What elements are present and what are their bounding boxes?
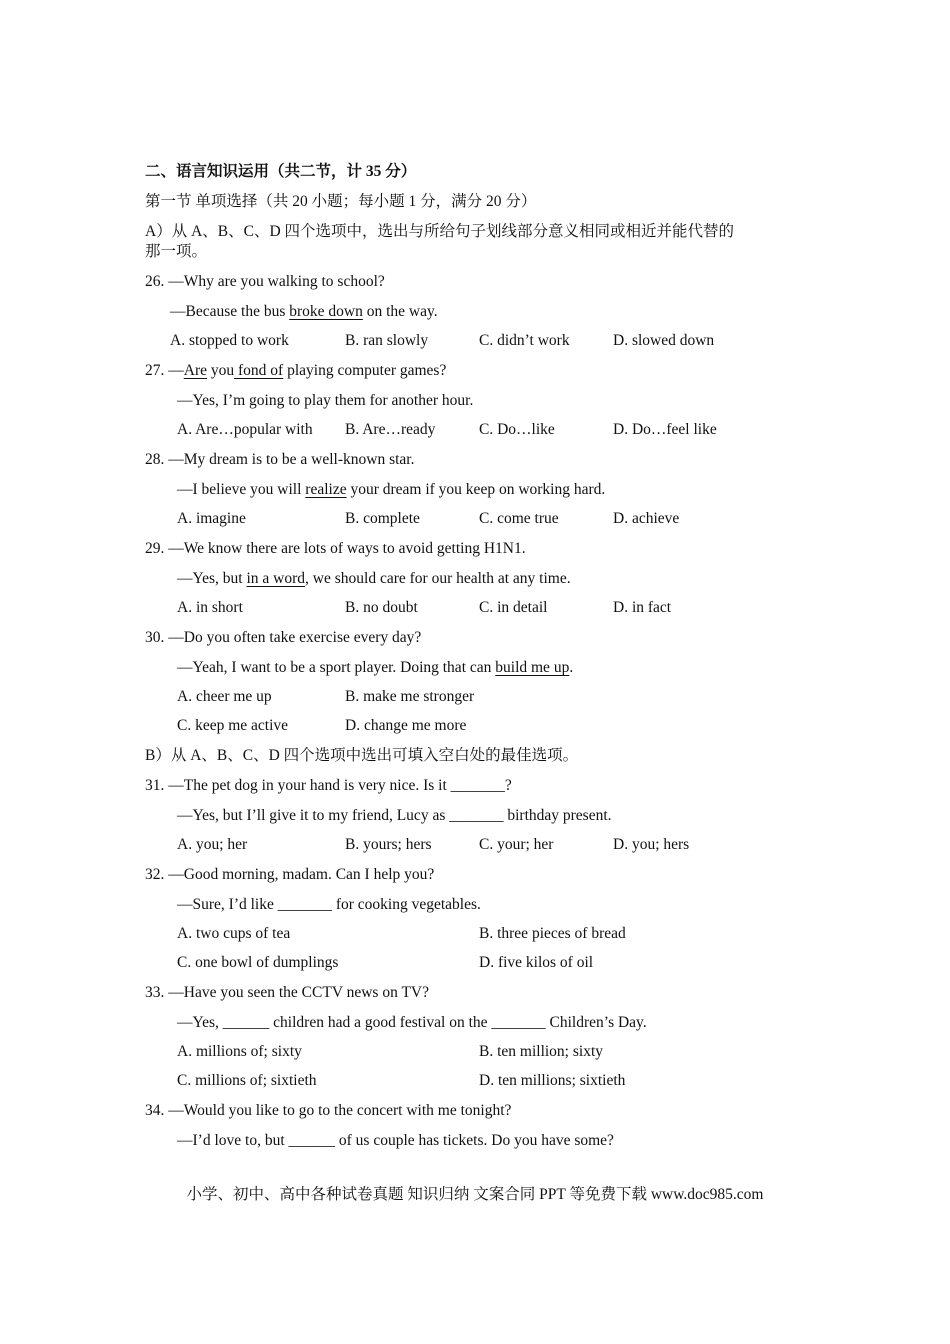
- q32-option-a: A. two cups of tea: [177, 925, 291, 942]
- q31-answer: —Yes, but I’ll give it to my friend, Lucy as _______ birthday present.: [177, 807, 612, 824]
- q34-question: 34. —Would you like to go to the concert with me tonight?: [145, 1102, 512, 1119]
- q30-option-b: B. make me stronger: [345, 688, 475, 705]
- instruction-a-line2: 那一项。: [145, 243, 208, 260]
- q27-mid: you: [207, 362, 235, 379]
- q31-question: 31. —The pet dog in your hand is very nice. Is it _______?: [145, 777, 512, 794]
- q26-option-c: C. didn’t work: [479, 332, 570, 349]
- q31-option-d: D. you; hers: [613, 836, 690, 853]
- part-title: 第一节 单项选择（共 20 小题；每小题 1 分，满分 20 分）: [145, 193, 537, 210]
- instruction-b: B）从 A、B、C、D 四个选项中选出可填入空白处的最佳选项。: [145, 747, 579, 764]
- q26-option-d: D. slowed down: [613, 332, 715, 349]
- q26-answer-pre: —Because the bus: [170, 303, 290, 320]
- q28-question: 28. —My dream is to be a well-known star.: [145, 451, 415, 468]
- q29-option-b: B. no doubt: [345, 599, 418, 616]
- q29-underlined: in a word: [246, 570, 306, 587]
- q28-option-c: C. come true: [479, 510, 559, 527]
- q27-underlined-2: fond of: [234, 362, 284, 379]
- q28-answer-post: your dream if you keep on working hard.: [346, 481, 606, 498]
- q28-option-d: D. achieve: [613, 510, 680, 527]
- q28-underlined: realize: [305, 481, 347, 498]
- q32-option-d: D. five kilos of oil: [479, 954, 594, 971]
- q31-option-a: A. you; her: [177, 836, 248, 853]
- q26-option-b: B. ran slowly: [345, 332, 429, 349]
- q33-option-a: A. millions of; sixty: [177, 1043, 302, 1060]
- q29-answer: [177, 569, 571, 589]
- q33-answer: —Yes, ______ children had a good festival on the _______ Children’s Day.: [177, 1014, 647, 1031]
- q33-option-b: B. ten million; sixty: [479, 1043, 604, 1060]
- q30-answer-post: .: [569, 659, 574, 676]
- q34-answer: —I’d love to, but ______ of us couple has tickets. Do you have some?: [177, 1132, 614, 1149]
- q30-answer: [177, 658, 573, 678]
- q29-option-a: A. in short: [177, 599, 243, 616]
- q30-underlined: build me up: [495, 659, 570, 676]
- q29-option-d: D. in fact: [613, 599, 672, 616]
- section-title: 二、语言知识运用（共二节，计 35 分）: [145, 163, 417, 180]
- q29-answer-post: , we should care for our health at any time.: [305, 570, 571, 587]
- q31-option-b: B. yours; hers: [345, 836, 432, 853]
- q26-answer-post: on the way.: [362, 303, 438, 320]
- q32-option-b: B. three pieces of bread: [479, 925, 626, 942]
- q30-option-a: A. cheer me up: [177, 688, 272, 705]
- q30-option-c: C. keep me active: [177, 717, 289, 734]
- q27-question: [145, 361, 446, 381]
- q30-answer-pre: —Yeah, I want to be a sport player. Doing that can: [177, 659, 496, 676]
- q28-option-b: B. complete: [345, 510, 420, 527]
- q28-answer-pre: —I believe you will: [177, 481, 306, 498]
- q26-option-a: A. stopped to work: [170, 332, 289, 349]
- footer-text: 小学、初中、高中各种试卷真题 知识归纳 文案合同 PPT 等免费下载 www.doc985.com: [186, 1186, 764, 1203]
- q27-post: playing computer games?: [283, 362, 447, 379]
- q26-question: 26. —Why are you walking to school?: [145, 273, 385, 290]
- q27-option-b: B. Are…ready: [345, 421, 436, 438]
- q27-num: 27. —: [145, 362, 184, 379]
- q29-answer-pre: —Yes, but: [177, 570, 247, 587]
- q27-option-d: D. Do…feel like: [613, 421, 717, 438]
- q33-option-c: C. millions of; sixtieth: [177, 1072, 317, 1089]
- q33-question: 33. —Have you seen the CCTV news on TV?: [145, 984, 429, 1001]
- instruction-a-line1: A）从 A、B、C、D 四个选项中，选出与所给句子划线部分意义相同或相近并能代替的: [145, 223, 735, 240]
- q26-underlined: broke down: [289, 303, 363, 320]
- q31-option-c: C. your; her: [479, 836, 554, 853]
- q27-underlined-1: Are: [183, 362, 207, 379]
- q28-option-a: A. imagine: [177, 510, 246, 527]
- q26-answer: [170, 302, 438, 322]
- q33-option-d: D. ten millions; sixtieth: [479, 1072, 626, 1089]
- q30-option-d: D. change me more: [345, 717, 467, 734]
- q27-answer: —Yes, I’m going to play them for another hour.: [177, 392, 474, 409]
- q32-answer: —Sure, I’d like _______ for cooking vegetables.: [177, 896, 481, 913]
- q30-question: 30. —Do you often take exercise every day?: [145, 629, 422, 646]
- q27-option-c: C. Do…like: [479, 421, 555, 438]
- q27-option-a: A. Are…popular with: [177, 421, 313, 438]
- q32-option-c: C. one bowl of dumplings: [177, 954, 339, 971]
- q28-answer: [177, 480, 605, 500]
- q29-option-c: C. in detail: [479, 599, 548, 616]
- q29-question: 29. —We know there are lots of ways to avoid getting H1N1.: [145, 540, 526, 557]
- q32-question: 32. —Good morning, madam. Can I help you?: [145, 866, 435, 883]
